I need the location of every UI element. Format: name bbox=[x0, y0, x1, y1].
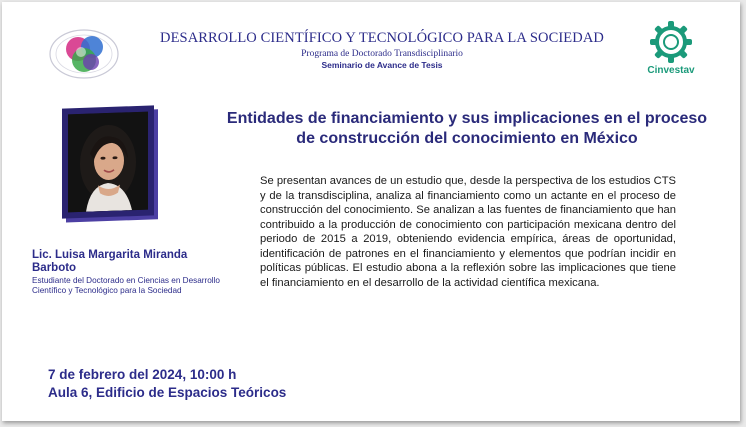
event-datetime: 7 de febrero del 2024, 10:00 h bbox=[48, 367, 237, 382]
presenter-photo bbox=[68, 112, 148, 213]
event-details bbox=[48, 366, 286, 402]
presenter-description: Estudiante del Doctorado en Ciencias en Desarrollo Científico y Tecnológico para la Sociedad bbox=[32, 276, 220, 295]
cinvestav-logo bbox=[642, 20, 700, 86]
presenter-info bbox=[32, 249, 222, 295]
cinvestav-label: Cinvestav bbox=[647, 65, 695, 76]
doctoral-program-logo-icon bbox=[44, 22, 124, 84]
cinvestav-logo-icon bbox=[649, 20, 693, 64]
header-title: DESARROLLO CIENTÍFICO Y TECNOLÓGICO PARA LA SOCIEDAD bbox=[160, 30, 604, 46]
event-location: Aula 6, Edificio de Espacios Teóricos bbox=[48, 385, 287, 400]
header bbox=[132, 30, 632, 70]
talk-abstract: Se presentan avances de un estudio que, desde la perspectiva de los estudios CTS y de la transdisciplina, analiza al financiamiento como un actante en el proceso de construcción del conocimiento. Se analizan a las fuentes de financiamiento que han contribuido a la producción de conocimiento con participación mexicana dentro del periodo de 2015 a 2019, obteniendo evidencia empírica, áreas de oportunidad, identificación de patrones en el financiamiento y elementos que podrían incidir en políticas públicas. El estudio abona a la reflexión sobre las implicaciones que tiene el financiamiento en el desarrollo de la actividad científica mexicana. bbox=[260, 175, 676, 289]
seminar-card bbox=[2, 2, 740, 421]
presenter-name: Lic. Luisa Margarita Miranda Barboto bbox=[32, 249, 188, 274]
program-name: Programa de Doctorado Transdisciplinario bbox=[301, 49, 463, 59]
presenter-photo-frame bbox=[62, 105, 154, 218]
talk-title: Entidades de financiamiento y sus implicaciones en el proceso de construcción del conocimiento en México bbox=[226, 110, 708, 147]
seminar-name: Seminario de Avance de Tesis bbox=[321, 60, 443, 70]
